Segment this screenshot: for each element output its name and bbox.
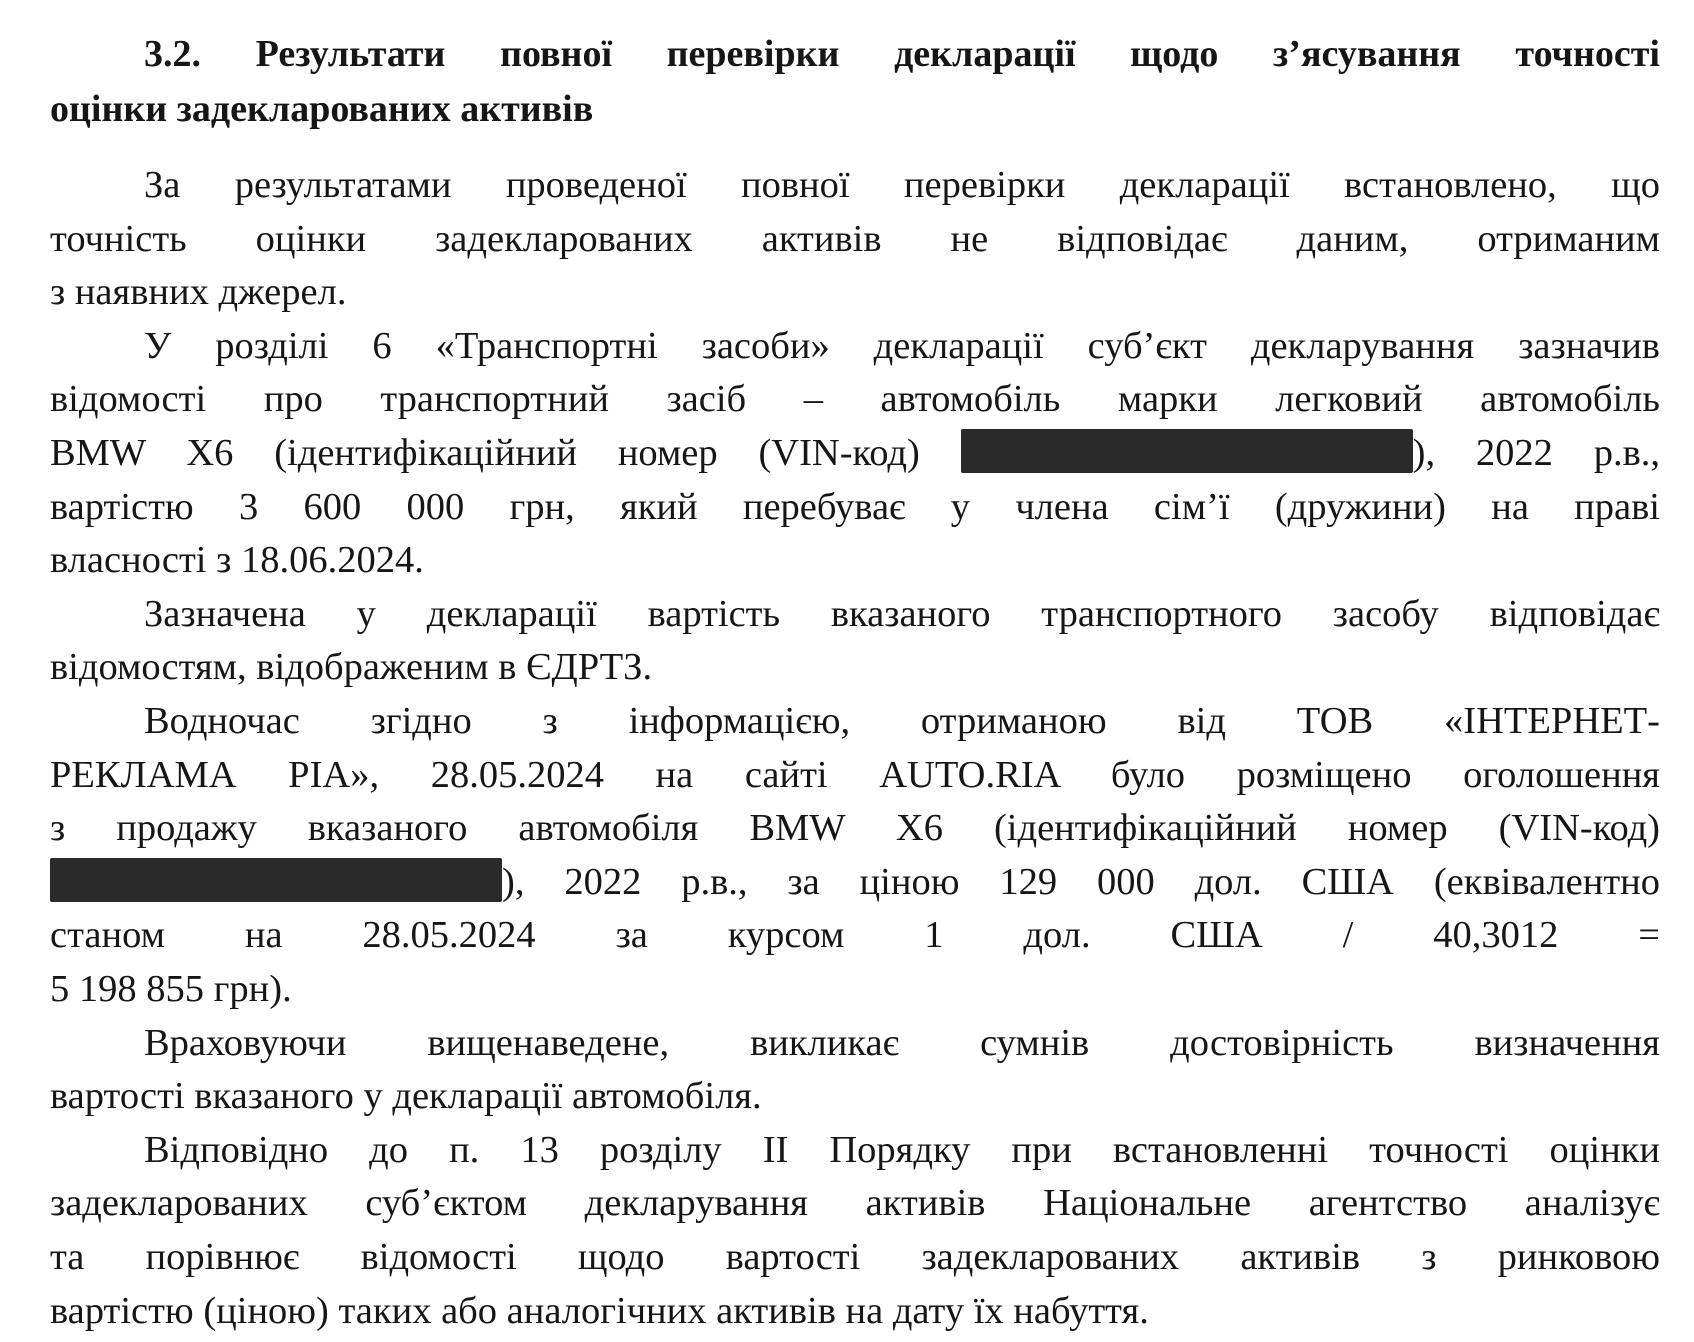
paragraph-2-line: [50, 372, 1660, 426]
paragraph-3-line: [50, 640, 1660, 694]
text-run: точність оцінки задекларованих активів не відповідає даним, отриманим: [50, 217, 1660, 260]
text-run: У розділі 6 «Транспортні засоби» декларації суб’єкт декларування зазначив: [144, 324, 1660, 367]
paragraph-4-line: [50, 748, 1660, 802]
paragraph-1-line: [144, 158, 1660, 212]
paragraph-4-line: [50, 962, 1660, 1016]
text-run: ), 2022 р.в.,: [1412, 432, 1661, 474]
paragraph-2-line: [50, 480, 1660, 534]
text-run: власності з 18.06.2024.: [50, 539, 424, 582]
paragraph-2-line: [50, 533, 1660, 587]
text-run: та порівнює відомості щодо вартості задекларованих активів з ринковою: [50, 1236, 1660, 1278]
text-run: Відповідно до п. 13 розділу ІІ Порядку при встановленні точності оцінки: [144, 1128, 1660, 1171]
paragraph-4-line: [50, 855, 1660, 909]
text-run: задекларованих суб’єктом декларування активів Національне агентство аналізує: [50, 1182, 1660, 1225]
paragraph-6-line: [50, 1284, 1660, 1338]
text-run: станом на 28.05.2024 за курсом 1 дол. США / 40,3012 =: [50, 914, 1660, 957]
paragraph-4-line: [50, 908, 1660, 962]
section-heading-line: оцінки задекларованих активів: [50, 88, 594, 130]
paragraph-5-line: [50, 1069, 1660, 1123]
text-run: з наявних джерел.: [50, 271, 347, 314]
paragraph-1-line: [50, 212, 1660, 266]
text-run: вартості вказаного у декларації автомобіля.: [50, 1075, 762, 1118]
text-run: з продажу вказаного автомобіля BMW X6 (ідентифікаційний номер (VIN-код): [50, 807, 1660, 850]
section-heading-line: 3.2. Результати повної перевірки декларації щодо з’ясування точності: [144, 33, 1660, 75]
paragraph-3-line: [144, 587, 1660, 641]
text-run: вартістю (ціною) таких або аналогічних активів на дату їх набуття.: [50, 1289, 1149, 1332]
text-run: РЕКЛАМА РІА», 28.05.2024 на сайті AUTO.RIA було розміщено оголошення: [50, 753, 1660, 796]
text-run: Водночас згідно з інформацією, отриманою від ТОВ «ІНТЕРНЕТ-: [144, 700, 1660, 742]
redacted-vin-block: [50, 858, 502, 902]
text-run: BMW X6 (ідентифікаційний номер (VIN-код): [50, 432, 961, 474]
paragraph-6-line: [144, 1123, 1660, 1177]
paragraph-6-line: [50, 1176, 1660, 1230]
text-run: Зазначена у декларації вартість вказаного транспортного засобу відповідає: [144, 592, 1660, 635]
text-run: ), 2022 р.в., за ціною 129 000 дол. США (еквівалентно: [502, 860, 1660, 903]
text-run: вартістю 3 600 000 грн, який перебуває у члена сім’ї (дружини) на праві: [50, 485, 1660, 528]
text-run: 5 198 855 грн).: [50, 968, 292, 1010]
text-run: відомостям, відображеним в ЄДРТЗ.: [50, 646, 653, 689]
paragraph-2-line: [144, 319, 1660, 373]
text-run: відомості про транспортний засіб – автомобіль марки легковий автомобіль: [50, 378, 1660, 421]
paragraph-6-line: [50, 1230, 1660, 1284]
paragraph-4-line: [50, 801, 1660, 855]
text-run: Враховуючи вищенаведене, викликає сумнів достовірність визначення: [144, 1021, 1660, 1064]
paragraph-4-line: [144, 694, 1660, 748]
paragraph-2-line: [50, 426, 1660, 480]
text-run: За результатами проведеної повної перевірки декларації встановлено, що: [144, 164, 1660, 206]
redacted-vin-block: [961, 429, 1413, 473]
paragraph-5-line: [144, 1016, 1660, 1070]
paragraph-1-line: [50, 265, 1660, 319]
